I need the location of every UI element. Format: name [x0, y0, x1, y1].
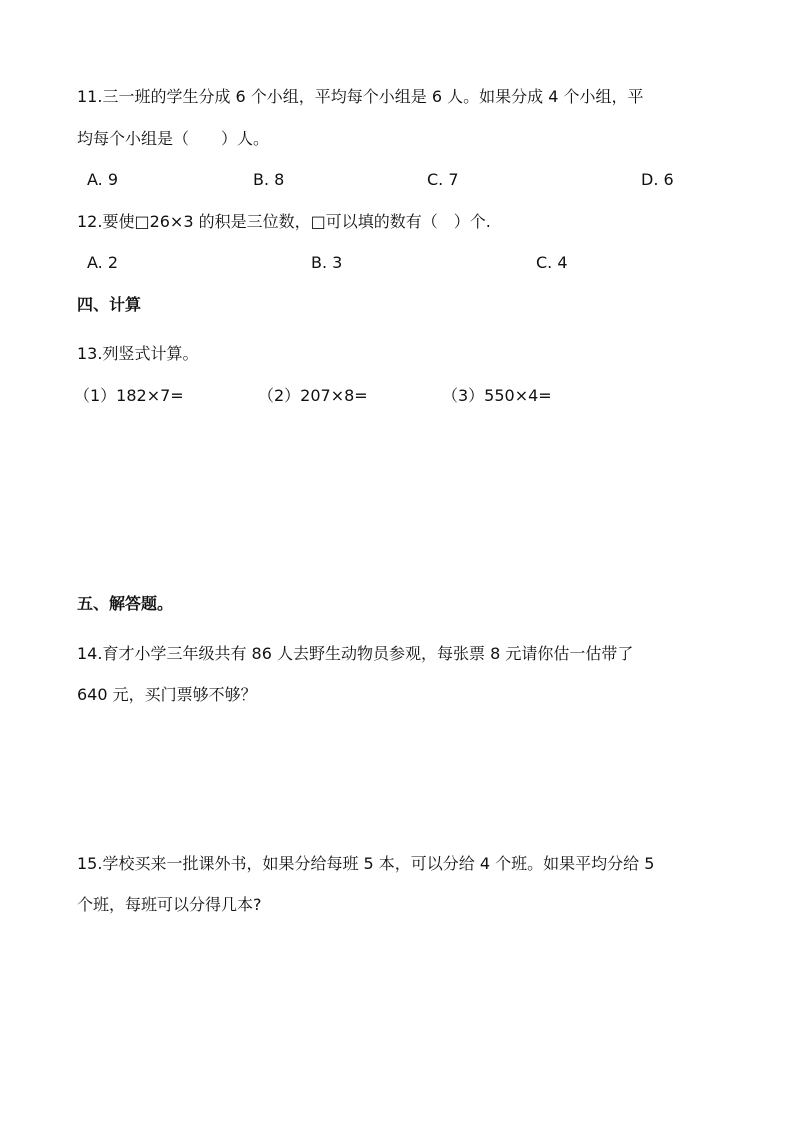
q11-option-d: D. 6: [641, 170, 674, 189]
q15-line2: 个班，每班可以分得几本?: [77, 895, 262, 914]
q12-option-b: B. 3: [311, 253, 343, 272]
section4-title: 四、计算: [77, 295, 142, 314]
q11-line1: 11.三一班的学生分成 6 个小组，平均每个小组是 6 人。如果分成 4 个小组，平: [77, 87, 644, 106]
q13-text: 13.列竖式计算。: [77, 344, 199, 363]
q12-option-a: A. 2: [87, 253, 119, 272]
q11-option-b: B. 8: [253, 170, 285, 189]
q13-item-3: （3）550×4=: [442, 386, 552, 405]
q11-line2: 均每个小组是（ ）人。: [77, 129, 270, 148]
q13-item-1: （1）182×7=: [74, 386, 184, 405]
q11-option-c: C. 7: [427, 170, 459, 189]
q13-item-2: （2）207×8=: [258, 386, 368, 405]
q12-option-c: C. 4: [536, 253, 568, 272]
q11-option-a: A. 9: [87, 170, 119, 189]
q15-line1: 15.学校买来一批课外书，如果分给每班 5 本，可以分给 4 个班。如果平均分给 5: [77, 854, 655, 873]
q14-line2: 640 元，买门票够不够？: [77, 685, 257, 704]
section5-title: 五、解答题。: [77, 594, 174, 613]
q14-line1: 14.育才小学三年级共有 86 人去野生动物员参观，每张票 8 元请你估一估带了: [77, 644, 634, 663]
q12-text: 12.要使□26×3 的积是三位数，□可以填的数有（ ）个.: [77, 212, 491, 231]
